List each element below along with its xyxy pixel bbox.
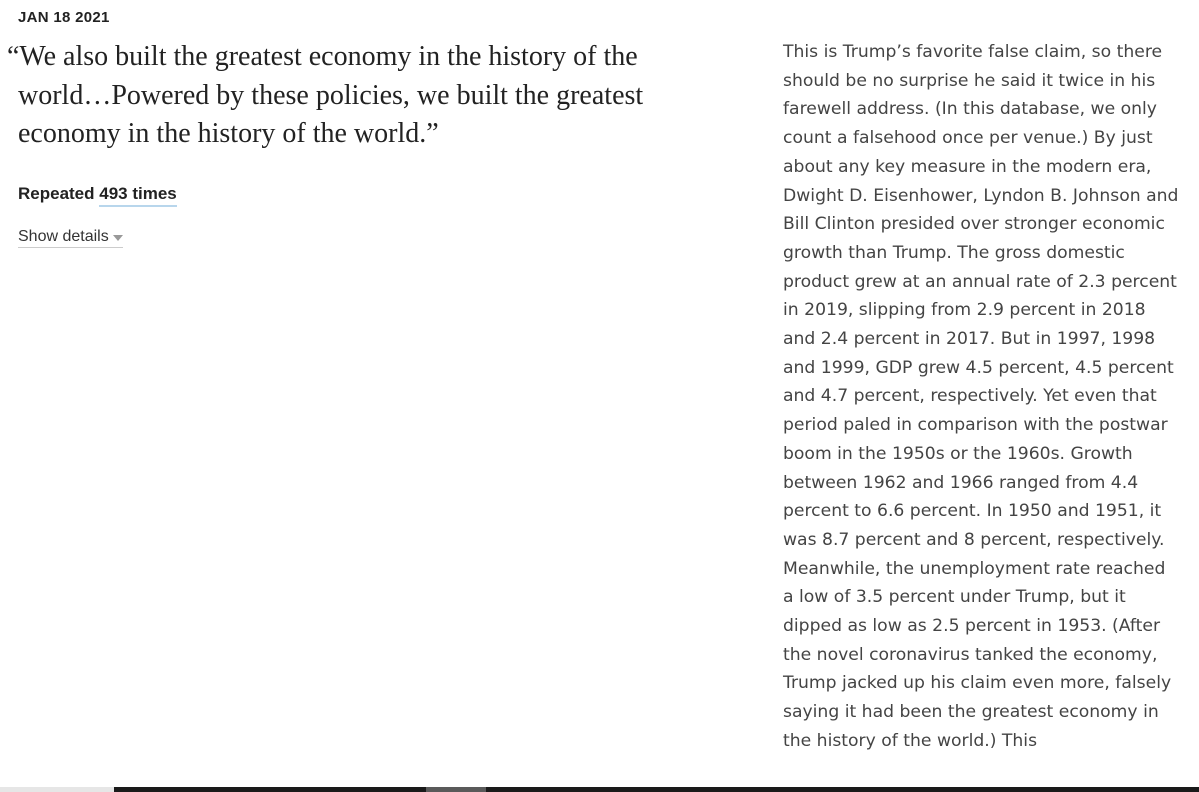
scrollbar-track-segment	[0, 787, 114, 792]
repeated-count-line	[18, 184, 177, 204]
horizontal-scrollbar[interactable]	[0, 787, 1199, 792]
claim-quote: “We also built the greatest economy in the history of the world…Powered by these policies, we built the greatest economy in the history of the world.”	[7, 41, 644, 149]
show-details-label: Show details	[18, 228, 109, 245]
scrollbar-thumb[interactable]	[426, 787, 486, 792]
claim-analysis: This is Trump’s favorite false claim, so there should be no surprise he said it twice in his farewell address. (In this database, we only count a falsehood once per venue.) By just about any key measure in the modern era, Dwight D. Eisenhower, Lyndon B. Johnson and Bill Clinton presided over stronger economic growth than Trump. The gross domestic product grew at an annual rate of 2.3 percent in 2019, slipping from 2.9 percent in 2018 and 2.4 percent in 2017. But in 1997, 1998 and 1999, GDP grew 4.5 percent, 4.5 percent and 4.7 percent, respectively. Yet even that period paled in comparison with the postwar boom in the 1950s or the 1960s. Growth between 1962 and 1966 ranged from 4.4 percent to 6.6 percent. In 1950 and 1951, it was 8.7 percent and 8 percent, respectively. Meanwhile, the unemployment rate reached a low of 3.5 percent under Trump, but it dipped as low as 2.5 percent in 1953. (After the novel coronavirus tanked the economy, Trump jacked up his claim even more, falsely saying it had been the greatest economy in the history of the world.) This	[783, 42, 1179, 751]
caret-down-icon	[113, 235, 123, 241]
show-details-toggle[interactable]	[18, 228, 123, 248]
claim-date: JAN 18 2021	[18, 9, 110, 26]
repeated-prefix: Repeated	[18, 184, 100, 203]
repeated-count: 493 times	[99, 184, 177, 207]
